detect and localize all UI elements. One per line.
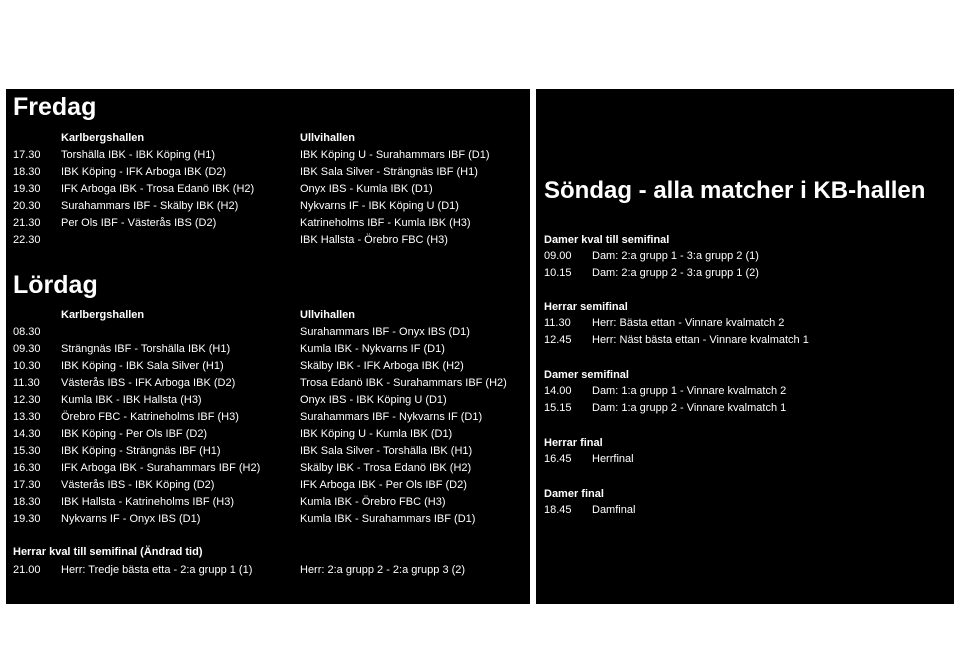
- karlbergshallen-match: Västerås IBS - IBK Köping (D2): [61, 479, 215, 491]
- match-time: 19.30: [13, 513, 41, 525]
- match-time: 15.30: [13, 445, 41, 457]
- match-time: 18.30: [13, 496, 41, 508]
- sondag-section-title: Herrar semifinal: [544, 301, 628, 313]
- match-time: 12.45: [544, 334, 572, 346]
- ullvihallen-match: Surahammars IBF - Nykvarns IF (D1): [300, 411, 483, 423]
- kval-title: Herrar kval till semifinal (Ändrad tid): [13, 546, 203, 558]
- karlbergshallen-match: Per Ols IBF - Västerås IBS (D2): [61, 217, 217, 229]
- karlbergshallen-match: Torshälla IBK - IBK Köping (H1): [61, 149, 216, 161]
- ullvihallen-match: Onyx IBS - IBK Köping U (D1): [300, 394, 447, 406]
- karlbergshallen-match: Surahammars IBF - Skälby IBK (H2): [61, 200, 239, 212]
- match-time: 14.00: [544, 385, 572, 397]
- sondag-section-title: Damer semifinal: [544, 369, 629, 381]
- ullvihallen-match: Skälby IBK - IFK Arboga IBK (H2): [300, 360, 464, 372]
- karlbergshallen-match: IBK Köping - IBK Sala Silver (H1): [61, 360, 224, 372]
- ullvihallen-match: Kumla IBK - Surahammars IBF (D1): [300, 513, 476, 525]
- sondag-match: Herr: Bästa ettan - Vinnare kvalmatch 2: [592, 317, 785, 329]
- sondag-match: Dam: 1:a grupp 2 - Vinnare kvalmatch 1: [592, 402, 787, 414]
- sondag-match: Herrfinal: [592, 453, 634, 465]
- match-time: 11.30: [544, 317, 571, 329]
- sondag-match: Dam: 2:a grupp 1 - 3:a grupp 2 (1): [592, 250, 759, 262]
- match-time: 19.30: [13, 183, 41, 195]
- ullvihallen-match: Nykvarns IF - IBK Köping U (D1): [300, 200, 459, 212]
- sondag-section-title: Damer kval till semifinal: [544, 234, 670, 246]
- sondag-panel: [536, 89, 954, 604]
- ullvihallen-match: Kumla IBK - Nykvarns IF (D1): [300, 343, 445, 355]
- match-time: 10.30: [13, 360, 41, 372]
- match-time: 12.30: [13, 394, 41, 406]
- ullvihallen-match: Skälby IBK - Trosa Edanö IBK (H2): [300, 462, 472, 474]
- ullvihallen-match: IBK Köping U - Kumla IBK (D1): [300, 428, 453, 440]
- karlbergshallen-match: Strängnäs IBF - Torshälla IBK (H1): [61, 343, 231, 355]
- ullvihallen-match: IBK Hallsta - Örebro FBC (H3): [300, 234, 448, 246]
- match-time: 09.30: [13, 343, 41, 355]
- karlbergshallen-match: Nykvarns IF - Onyx IBS (D1): [61, 513, 201, 525]
- match-time: 14.30: [13, 428, 41, 440]
- fredag-col2-header: Ullvihallen: [300, 132, 356, 144]
- karlbergshallen-match: IBK Köping - Per Ols IBF (D2): [61, 428, 208, 440]
- match-time: 08.30: [13, 326, 41, 338]
- match-time: 10.15: [544, 267, 572, 279]
- match-time: 09.00: [544, 250, 572, 262]
- match-time: 18.45: [544, 504, 572, 516]
- karlbergshallen-match: IBK Köping - Strängnäs IBF (H1): [61, 445, 221, 457]
- sondag-match: Herr: Näst bästa ettan - Vinnare kvalmatch 1: [592, 334, 809, 346]
- ullvihallen-match: Kumla IBK - Örebro FBC (H3): [300, 496, 446, 508]
- karlbergshallen-match: Västerås IBS - IFK Arboga IBK (D2): [61, 377, 236, 389]
- lordag-col2-header: Ullvihallen: [300, 309, 356, 321]
- match-time: 17.30: [13, 149, 41, 161]
- sondag-match: Dam: 1:a grupp 1 - Vinnare kvalmatch 2: [592, 385, 787, 397]
- lordag-col1-header: Karlbergshallen: [61, 309, 145, 321]
- kval-time: 21.00: [13, 564, 41, 576]
- karlbergshallen-match: IFK Arboga IBK - Trosa Edanö IBK (H2): [61, 183, 255, 195]
- karlbergshallen-match: Örebro FBC - Katrineholms IBF (H3): [61, 411, 239, 423]
- match-time: 20.30: [13, 200, 41, 212]
- karlbergshallen-match: IFK Arboga IBK - Surahammars IBF (H2): [61, 462, 261, 474]
- kval-match-b: Herr: 2:a grupp 2 - 2:a grupp 3 (2): [300, 564, 466, 576]
- karlbergshallen-match: IBK Hallsta - Katrineholms IBF (H3): [61, 496, 234, 508]
- sondag-section-title: Damer final: [544, 488, 604, 500]
- ullvihallen-match: Katrineholms IBF - Kumla IBK (H3): [300, 217, 471, 229]
- fredag-col1-header: Karlbergshallen: [61, 132, 145, 144]
- fredag-title: Fredag: [13, 93, 97, 121]
- ullvihallen-match: IBK Köping U - Surahammars IBF (D1): [300, 149, 490, 161]
- karlbergshallen-match: IBK Köping - IFK Arboga IBK (D2): [61, 166, 227, 178]
- lordag-title: Lördag: [13, 271, 98, 299]
- match-time: 16.30: [13, 462, 41, 474]
- match-time: 15.15: [544, 402, 572, 414]
- match-time: 17.30: [13, 479, 41, 491]
- saturday-friday-panel: [6, 89, 530, 604]
- ullvihallen-match: IFK Arboga IBK - Per Ols IBF (D2): [300, 479, 467, 491]
- match-time: 21.30: [13, 217, 41, 229]
- ullvihallen-match: Surahammars IBF - Onyx IBS (D1): [300, 326, 470, 338]
- match-time: 18.30: [13, 166, 41, 178]
- ullvihallen-match: IBK Sala Silver - Torshälla IBK (H1): [300, 445, 473, 457]
- ullvihallen-match: Onyx IBS - Kumla IBK (D1): [300, 183, 433, 195]
- kval-match-a: Herr: Tredje bästa etta - 2:a grupp 1 (1): [61, 564, 253, 576]
- match-time: 11.30: [13, 377, 40, 389]
- sondag-match: Damfinal: [592, 504, 636, 516]
- match-time: 22.30: [13, 234, 41, 246]
- sondag-title: Söndag - alla matcher i KB-hallen: [544, 177, 926, 204]
- ullvihallen-match: IBK Sala Silver - Strängnäs IBF (H1): [300, 166, 478, 178]
- karlbergshallen-match: Kumla IBK - IBK Hallsta (H3): [61, 394, 202, 406]
- match-time: 13.30: [13, 411, 41, 423]
- match-time: 16.45: [544, 453, 572, 465]
- sondag-section-title: Herrar final: [544, 437, 603, 449]
- ullvihallen-match: Trosa Edanö IBK - Surahammars IBF (H2): [300, 377, 507, 389]
- sondag-match: Dam: 2:a grupp 2 - 3:a grupp 1 (2): [592, 267, 759, 279]
